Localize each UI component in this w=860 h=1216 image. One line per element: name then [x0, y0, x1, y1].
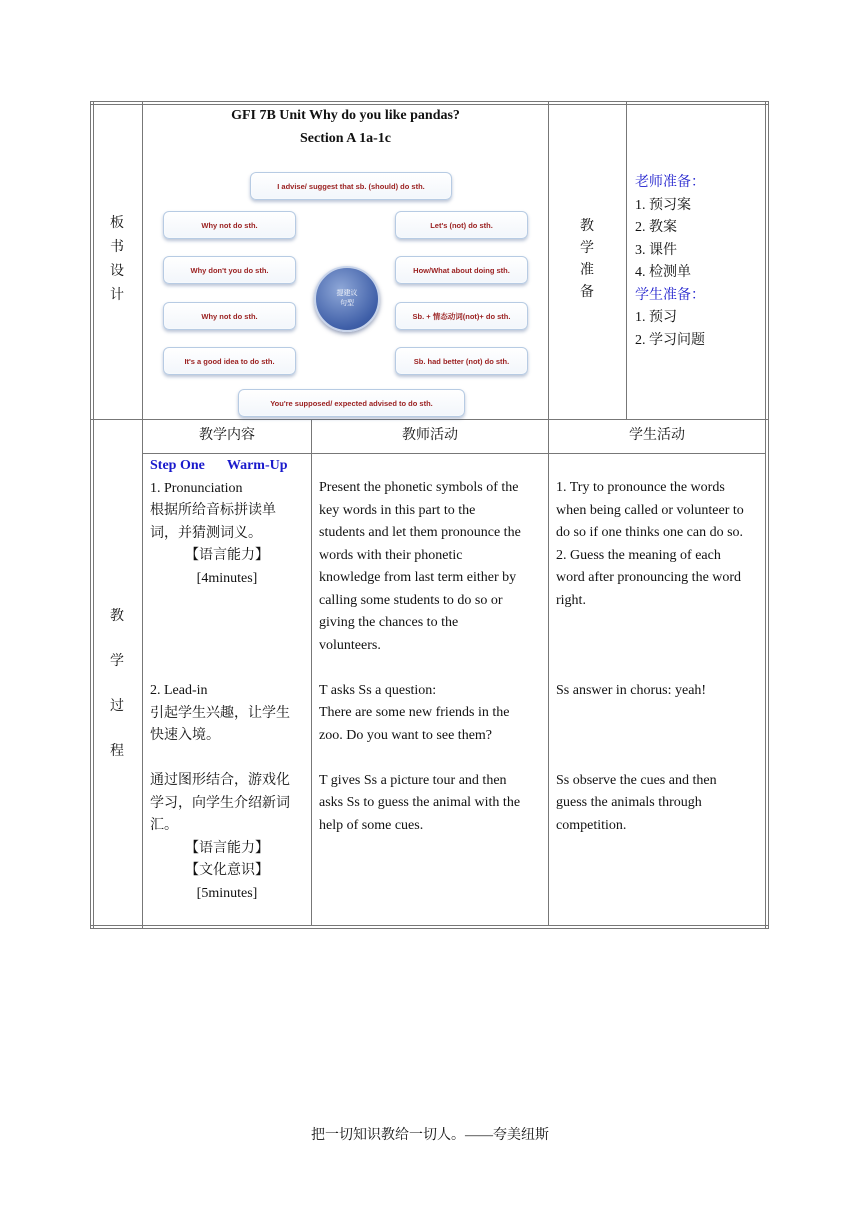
- student-prep-heading: 学生准备：: [635, 287, 705, 303]
- teacher-text: zoo. Do you want to see them?: [319, 727, 493, 743]
- board-subtitle-line: Section A 1a-1c: [300, 130, 391, 146]
- step-label: Step One: [150, 458, 205, 473]
- student-text: 1. Try to pronounce the words: [556, 480, 725, 495]
- prep-content: [635, 172, 763, 352]
- hub-label: 提建议: [336, 290, 358, 297]
- student-text: guess the animals through: [556, 795, 702, 810]
- board-title-line: GFI 7B Unit Why do you like pandas?: [231, 108, 460, 123]
- process-label-char: 过: [110, 699, 124, 714]
- item-desc: 学习，向学生介绍新词: [150, 795, 290, 811]
- teacher-text: calling some students to do so or: [319, 592, 503, 608]
- prep-label-char: 准: [580, 263, 594, 278]
- time-tag: [5minutes]: [196, 885, 258, 901]
- ability-tag: 【语言能力】: [185, 840, 269, 856]
- student-prep-item: 2. 学习问题: [635, 332, 705, 348]
- process-label-char: 程: [110, 744, 124, 759]
- student-text: right.: [556, 592, 586, 608]
- teacher-text: There are some new friends in the: [319, 705, 510, 720]
- teacher-text: giving the chances to the: [319, 615, 459, 630]
- student-prep-item: 1. 预习: [635, 310, 677, 325]
- diagram-box-left: It's a good idea to do sth.: [163, 347, 296, 375]
- student-text: word after pronouncing the word: [556, 570, 742, 585]
- teacher-column: [319, 477, 547, 837]
- teacher-text: knowledge from last term either by: [319, 570, 517, 585]
- prep-label-char: 学: [580, 241, 594, 256]
- student-text: 2. Guess the meaning of each: [556, 547, 721, 563]
- header-content: 教学内容: [199, 428, 255, 443]
- diagram-box-top: I advise/ suggest that sb. (should) do sth.: [250, 172, 452, 200]
- diagram-box-left: Why not do sth.: [163, 302, 296, 330]
- item-title: 2. Lead-in: [150, 683, 208, 698]
- student-text: Ss answer in chorus: yeah!: [556, 682, 707, 698]
- board-label-char: 书: [110, 240, 124, 255]
- prep-label-char: 教: [580, 219, 594, 234]
- prep-label: [570, 216, 604, 304]
- teacher-prep-item: 4. 检测单: [635, 265, 691, 280]
- teacher-text: Present the phonetic symbols of the: [319, 480, 519, 495]
- diagram-box-right: How/What about doing sth.: [395, 256, 528, 284]
- teacher-prep-heading: 老师准备：: [635, 175, 705, 190]
- prep-label-char: 备: [580, 285, 594, 300]
- teacher-text: key words in this part to the: [319, 502, 476, 518]
- process-label-char: 教: [110, 609, 124, 624]
- student-column: [556, 477, 763, 837]
- item-desc: 通过图形结合，游戏化: [150, 773, 290, 788]
- teacher-prep-item: 3. 课件: [635, 242, 677, 258]
- teacher-text: words with their phonetic: [319, 547, 463, 563]
- item-desc: 快速入境。: [150, 728, 220, 743]
- hub-label: 句型: [340, 300, 354, 307]
- teacher-text: asks Ss to guess the animal with the: [319, 795, 521, 810]
- step-heading: [150, 455, 308, 478]
- student-text: competition.: [556, 817, 627, 833]
- item-desc: 词，并猜测词义。: [150, 525, 262, 541]
- board-title: [143, 105, 548, 150]
- diagram-box-right: Sb. had better (not) do sth.: [395, 347, 528, 375]
- student-text: do so if one thinks one can do so.: [556, 525, 744, 540]
- diagram-hub: [314, 266, 380, 332]
- ability-tag: 【语言能力】: [185, 548, 269, 563]
- item-title: 1. Pronunciation: [150, 480, 243, 496]
- content-column: [150, 455, 308, 905]
- diagram-box-right: Sb. + 情态动词(not)+ do sth.: [395, 302, 528, 330]
- footer-quote: 把一切知识教给一切人。——夸美纽斯: [311, 1128, 549, 1143]
- diagram-box-bottom: You're supposed/ expected advised to do sth.: [238, 389, 465, 417]
- ability-tag: 【文化意识】: [185, 863, 269, 878]
- process-label: [100, 594, 134, 774]
- student-text: when being called or volunteer to: [556, 502, 744, 518]
- step-name: Warm-Up: [226, 458, 288, 473]
- board-label-char: 设: [110, 264, 124, 279]
- board-label-char: 计: [110, 288, 124, 303]
- board-label: [100, 212, 134, 308]
- teacher-prep-item: 1. 预习案: [635, 197, 691, 213]
- header-student: 学生活动: [629, 428, 685, 443]
- teacher-text: T asks Ss a question:: [319, 682, 437, 698]
- time-tag: [4minutes]: [196, 570, 258, 586]
- teacher-prep-item: 2. 教案: [635, 220, 677, 235]
- item-desc: 根据所给音标拼读单: [150, 503, 276, 518]
- student-text: Ss observe the cues and then: [556, 772, 717, 788]
- teacher-text: students and let them pronounce the: [319, 525, 521, 540]
- teacher-text: help of some cues.: [319, 817, 424, 833]
- item-desc: 引起学生兴趣，让学生: [150, 705, 290, 721]
- item-desc: 汇。: [150, 818, 178, 833]
- teacher-text: T gives Ss a picture tour and then: [319, 772, 507, 788]
- diagram-box-left: Why not do sth.: [163, 211, 296, 239]
- diagram-box-right: Let's (not) do sth.: [395, 211, 528, 239]
- header-teacher: 教师活动: [402, 428, 458, 443]
- diagram-box-left: Why don't you do sth.: [163, 256, 296, 284]
- teacher-text: volunteers.: [319, 637, 381, 653]
- process-label-char: 学: [110, 654, 124, 669]
- board-label-char: 板: [110, 216, 124, 231]
